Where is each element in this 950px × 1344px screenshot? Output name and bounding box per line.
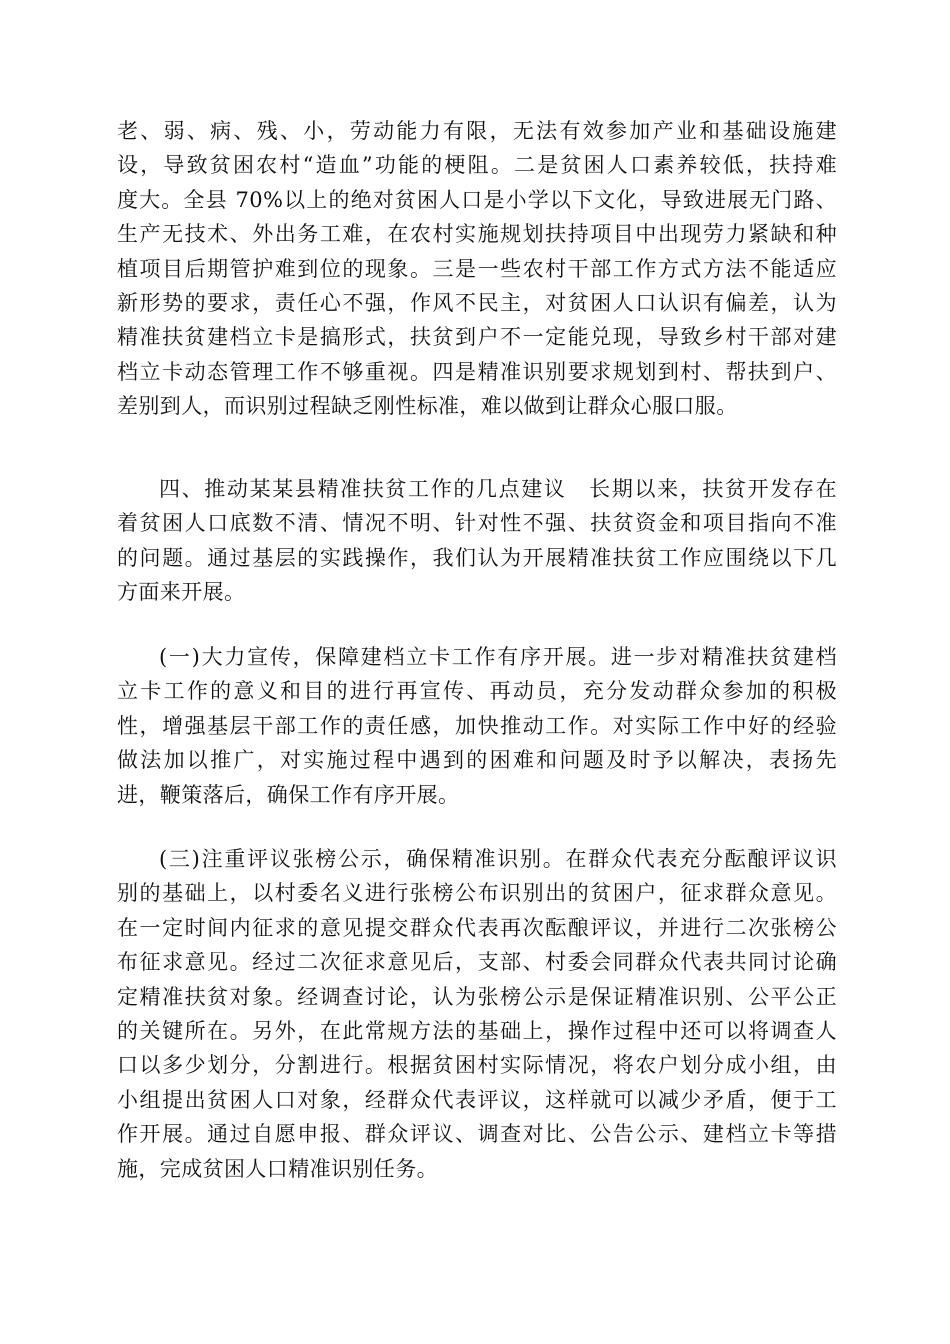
text-line: 作开展。通过自愿申报、群众评议、调查对比、公告公示、建档立卡等措 (117, 1122, 837, 1147)
paragraph-poverty-causes (117, 114, 837, 424)
text-line: 的关键所在。另外，在此常规方法的基础上，操作过程中还可以将调查人 (117, 1019, 837, 1044)
text-line: 小组提出贫困人口对象，经群众代表评议，这样就可以减少矛盾，便于工 (117, 1087, 837, 1112)
text-line: 布征求意见。经过二次征求意见后，支部、村委会同群众代表共同讨论确 (117, 950, 837, 975)
text-line: 性，增强基层干部工作的责任感，加快推动工作。对实际工作中好的经验 (117, 713, 837, 738)
text-line: 在一定时间内征求的意见提交群众代表再次酝酿评议，并进行二次张榜公 (117, 915, 837, 940)
paragraph-section-four (117, 472, 837, 610)
text-line: 档立卡动态管理工作不够重视。四是精准识别要求规划到村、帮扶到户、 (117, 359, 837, 384)
text-line: 定精准扶贫对象。经调查讨论，认为张榜公示是保证精准识别、公平公正 (117, 984, 837, 1009)
text-line: 新形势的要求，责任心不强，作风不民主，对贫困人口认识有偏差，认为 (117, 291, 837, 316)
text-line: 立卡工作的意义和目的进行再宣传、再动员，充分发动群众参加的积极 (117, 679, 837, 704)
text-line: 的问题。通过基层的实践操作，我们认为开展精准扶贫工作应围绕以下几 (117, 545, 837, 570)
text-line: 老、弱、病、残、小，劳动能力有限，无法有效参加产业和基础设施建 (117, 119, 837, 143)
text-line: 着贫困人口底数不清、情况不明、针对性不强、扶贫资金和项目指向不准 (117, 511, 837, 536)
text-line: 进，鞭策落后，确保工作有序开展。 (117, 782, 460, 807)
text-line: 生产无技术、外出务工难，在农村实施规划扶持项目中出现劳力紧缺和种 (117, 222, 837, 247)
text-line: (一)大力宣传，保障建档立卡工作有序开展。进一步对精准扶贫建档 (159, 645, 837, 669)
text-line: 植项目后期管护难到位的现象。三是一些农村干部工作方式方法不能适应 (117, 256, 837, 281)
text-line: 差别到人，而识别过程缺乏刚性标准，难以做到让群众心服口服。 (117, 394, 738, 419)
text-line: 设，导致贫困农村“造血”功能的梗阻。二是贫困人口素养较低，扶持难 (117, 153, 837, 178)
text-line: 做法加以推广，对实施过程中遇到的困难和问题及时予以解决，表扬先 (117, 748, 837, 773)
text-line: 四、推动某某县精准扶贫工作的几点建议 长期以来，扶贫开发存在 (159, 477, 837, 501)
text-line: 方面来开展。 (117, 580, 246, 605)
text-line: 度大。全县 70%以上的绝对贫困人口是小学以下文化，导致进展无门路、 (117, 187, 837, 212)
text-line: 精准扶贫建档立卡是搞形式，扶贫到户不一定能兑现，导致乡村干部对建 (117, 325, 837, 350)
text-line: (三)注重评议张榜公示，确保精准识别。在群众代表充分酝酿评议识 (159, 847, 837, 871)
text-line: 施，完成贫困人口精准识别任务。 (117, 1156, 438, 1181)
text-line: 口以多少划分，分割进行。根据贫困村实际情况，将农户划分成小组，由 (117, 1053, 837, 1078)
paragraph-publicity (117, 640, 837, 812)
text-line: 别的基础上，以村委名义进行张榜公布识别出的贫困户，征求群众意见。 (117, 881, 837, 906)
paragraph-public-notice (117, 842, 837, 1186)
